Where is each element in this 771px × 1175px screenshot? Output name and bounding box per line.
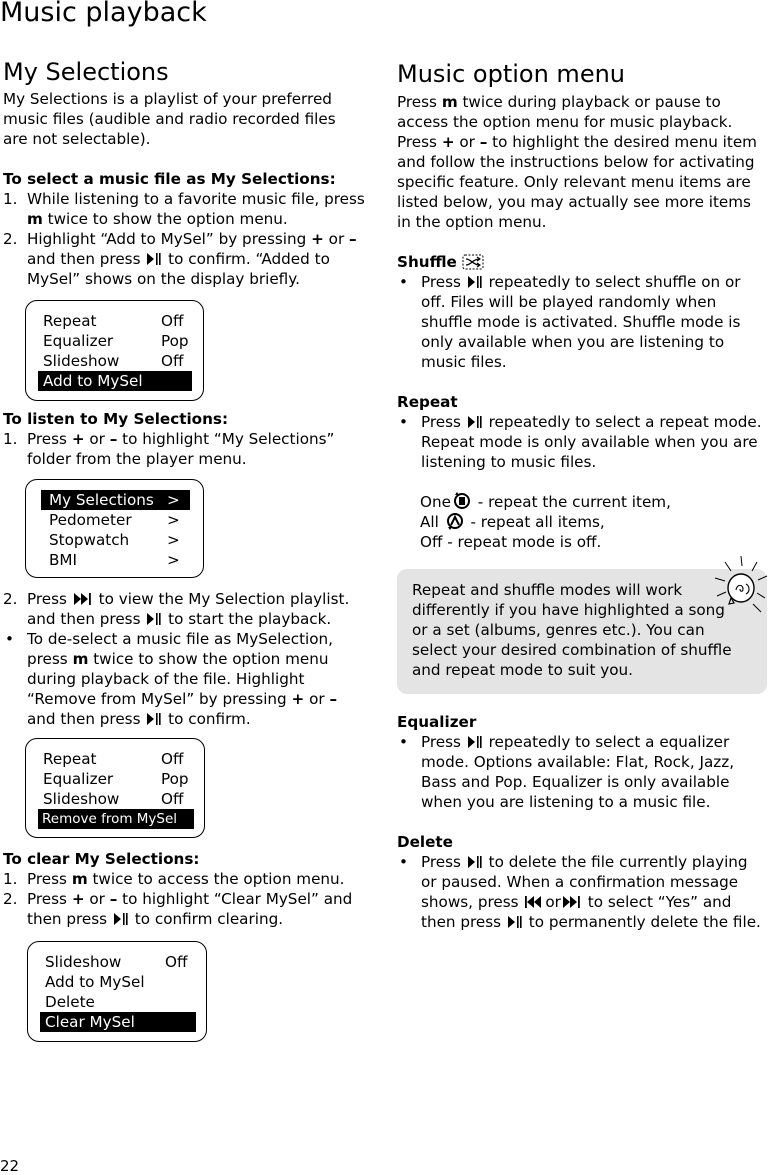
lightbulb-icon (713, 554, 769, 620)
shuffle-title: Shuffle (397, 252, 484, 272)
list-item: 2. Press to view the My Selection playlist. and then press to start the playback. (3, 590, 350, 628)
clear-steps (3, 869, 371, 929)
fast-forward-icon (74, 593, 92, 605)
list-item: 2. Highlight “Add to MySel” by pressing + or – and then press to confirm. “Added to MySel” shows on the display briefly. (3, 230, 357, 288)
equalizer-title: Equalizer (397, 713, 477, 731)
play-pause-icon (147, 713, 161, 725)
listen-title: To listen to My Selections: (3, 410, 229, 428)
screen-row: Equalizer Pop (43, 332, 189, 350)
listen-steps (3, 429, 368, 469)
delete-list (397, 852, 767, 932)
my-selections-heading: My Selections (3, 58, 169, 86)
page-title: Music playback (0, 0, 207, 28)
tip-text: Repeat and shuffle modes will work differently if you have highlighted a song or a set (albums, genres etc.). You can select your desired combination of shuffle and repeat mode to suit you. (412, 581, 732, 679)
play-pause-icon (468, 276, 482, 288)
repeat-off-line: Off - repeat mode is off. (420, 533, 602, 551)
screen-row-selected: Add to MySel (38, 371, 192, 391)
my-selections-intro: My Selections is a playlist of your preferred music files (audible and radio recorded files are not selectable). (3, 90, 336, 148)
screen-row: Slideshow Off (43, 790, 184, 808)
list-item: • Press repeatedly to select a repeat mode. Repeat mode is only available when you are listening to music files. (399, 413, 762, 471)
screen-row-selected: Remove from MySel (38, 809, 194, 829)
delete-title: Delete (397, 833, 453, 851)
screen-row: Slideshow Off (43, 352, 184, 370)
shuffle-list (397, 272, 767, 372)
music-option-menu-heading: Music option menu (397, 60, 625, 88)
repeat-one-icon (451, 492, 473, 510)
device-screen-remove (25, 738, 205, 838)
screen-row: Slideshow Off (45, 953, 188, 971)
play-pause-icon (468, 736, 482, 748)
page-number: 22 (0, 1157, 20, 1175)
list-item: • Press repeatedly to select a equalizer mode. Options available: Flat, Rock, Jazz, Bass and Pop. Equalizer is only available when you are listening to a music file. (399, 733, 735, 811)
screen-row-selected: My Selections > (41, 490, 190, 510)
skip-forward-icon (563, 896, 581, 908)
screen-row: Repeat Off (43, 312, 184, 330)
screen-row: BMI > (49, 551, 180, 569)
list-item: 1. Press m twice to access the option menu. (3, 870, 345, 888)
play-pause-icon (114, 913, 128, 925)
repeat-list (397, 412, 767, 472)
skip-back-icon (525, 896, 543, 908)
play-pause-icon (468, 416, 482, 428)
select-steps (3, 189, 368, 289)
play-pause-icon (508, 916, 522, 928)
select-title: To select a music file as My Selections: (3, 170, 336, 188)
list-item: • To de-select a music file as MySelection, press m twice to show the option menu during playback of the file. Highlight “Remove from MySel” by pressing + or – and then press to confirm. (5, 630, 338, 728)
device-screen-player-menu (25, 479, 204, 578)
equalizer-list (397, 732, 767, 812)
screen-row: Add to MySel (45, 973, 145, 991)
screen-row: Delete (45, 993, 95, 1011)
option-menu-intro: Press m twice during playback or pause to access the option menu for music playback. Press + or – to highlight the desired menu item and follow the instructions below for activating specific feature. Only relevant menu items are listed below, you may actually see more items in the option menu. (397, 93, 757, 231)
device-screen-add (25, 300, 204, 401)
clear-title: To clear My Selections: (3, 850, 200, 868)
play-pause-icon (147, 613, 161, 625)
repeat-one-line: One - repeat the current item, (420, 493, 671, 511)
list-item: • Press to delete the file currently playing or paused. When a confirmation message shows, press or to select “Yes” and then press to permanently delete the file. (399, 853, 761, 931)
screen-row: Repeat Off (43, 750, 184, 768)
list-item: 1. While listening to a favorite music file, press m twice to show the option menu. (3, 190, 365, 228)
screen-row: Equalizer Pop (43, 770, 189, 788)
screen-row: Stopwatch > (49, 531, 180, 549)
play-pause-icon (147, 253, 161, 265)
list-item: 1. Press + or – to highlight “My Selections” folder from the player menu. (3, 430, 335, 468)
play-pause-icon (468, 856, 482, 868)
shuffle-icon (462, 254, 484, 270)
list-item: • Press repeatedly to select shuffle on or off. Files will be played randomly when shuffle mode is activated. Shuffle mode is only available when you are listening to music files. (399, 273, 741, 371)
repeat-all-line: All - repeat all items, (420, 513, 605, 531)
device-screen-clear (27, 941, 207, 1042)
repeat-all-icon (444, 512, 466, 530)
list-item: 2. Press + or – to highlight “Clear MySel” and then press to confirm clearing. (3, 890, 353, 928)
screen-row-selected: Clear MySel (40, 1012, 196, 1032)
listen-steps-continued (3, 589, 368, 629)
screen-row: Pedometer > (49, 511, 180, 529)
deselect-list (3, 629, 353, 729)
repeat-title: Repeat (397, 393, 458, 411)
